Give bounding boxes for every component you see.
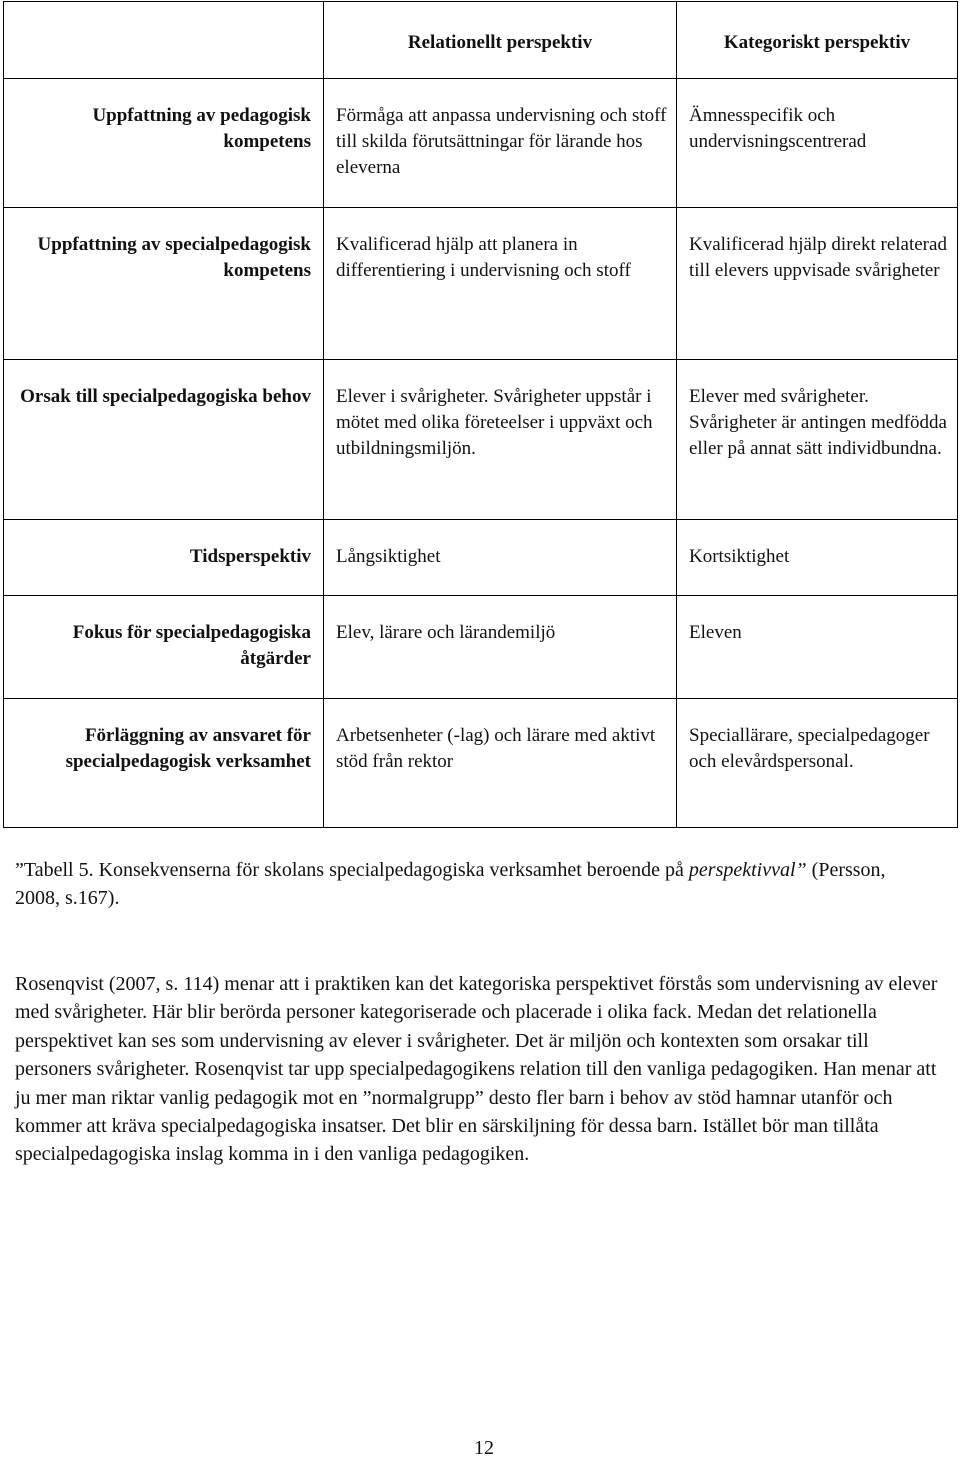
categorical-cell: Eleven — [677, 596, 958, 699]
table-header-row — [4, 2, 958, 79]
row-header-focus: Fokus för specialpedagogiska åtgärder — [4, 596, 324, 699]
relational-cell: Förmåga att anpassa undervisning och stoff till skilda förutsättningar för lärande hos eleverna — [324, 79, 677, 208]
comparison-table — [3, 1, 958, 828]
categorical-cell: Kvalificerad hjälp direkt relaterad till elevers uppvisade svårigheter — [677, 208, 958, 360]
categorical-cell: Ämnesspecifik och undervisningscentrerad — [677, 79, 958, 208]
caption-lead: ”Tabell 5. Konsekvenserna för skolans specialpedagogiska verksamhet beroende på — [15, 859, 689, 881]
table-row — [4, 79, 958, 208]
table-row — [4, 360, 958, 520]
relational-cell: Långsiktighet — [324, 520, 677, 596]
row-header-time-perspective: Tidsperspektiv — [4, 520, 324, 596]
row-header-responsibility: Förläggning av ansvaret för specialpedagogisk verksamhet — [4, 699, 324, 828]
categorical-cell: Elever med svårigheter. Svårigheter är antingen medfödda eller på annat sätt individbundna. — [677, 360, 958, 520]
relational-cell: Kvalificerad hjälp att planera in differentiering i undervisning och stoff — [324, 208, 677, 360]
table-row — [4, 699, 958, 828]
page-number: 12 — [474, 1437, 494, 1459]
caption-italic: perspektivval” — [688, 859, 807, 881]
relational-cell: Elever i svårigheter. Svårigheter uppstår i mötet med olika företeelser i uppväxt och utbildningsmiljön. — [324, 360, 677, 520]
empty-header-cell — [4, 2, 324, 79]
row-header-special-competence: Uppfattning av specialpedagogisk kompetens — [4, 208, 324, 360]
table-row — [4, 520, 958, 596]
caption-tail: (Persson, 2008, s.167). — [15, 859, 886, 909]
body-paragraph: Rosenqvist (2007, s. 114) menar att i praktiken kan det kategoriska perspektivet förstås som undervisning av elever med svårigheter. Här blir berörda personer kategoriserade och placerade i olika fack. Medan det relationella perspektivet kan ses som undervisning av elever i svårigheter. Det är miljön och kontexten som orsakar till personers svårigheter. Rosenqvist tar upp specialpedagogikens relation till den vanliga pedagogiken. Han menar att ju mer man riktar vanlig pedagogik mot en ”normalgrupp” desto fler barn i behov av stöd hamnar utanför och kommer att kräva specialpedagogiska insatser. Det blir en särskiljning för dessa barn. Istället bör man tillåta specialpedagogiska inslag komma in i den vanliga pedagogiken. — [15, 973, 938, 1166]
categorical-cell: Speciallärare, specialpedagoger och elevårdspersonal. — [677, 699, 958, 828]
relational-cell: Arbetsenheter (-lag) och lärare med aktivt stöd från rektor — [324, 699, 677, 828]
categorical-cell: Kortsiktighet — [677, 520, 958, 596]
table-row — [4, 596, 958, 699]
column-header-relational: Relationellt perspektiv — [324, 2, 677, 79]
row-header-pedagogical-competence: Uppfattning av pedagogisk kompetens — [4, 79, 324, 208]
table-caption — [15, 856, 935, 912]
row-header-cause: Orsak till specialpedagogiska behov — [4, 360, 324, 520]
relational-cell: Elev, lärare och lärandemiljö — [324, 596, 677, 699]
column-header-categorical: Kategoriskt perspektiv — [677, 2, 958, 79]
table-row — [4, 208, 958, 360]
